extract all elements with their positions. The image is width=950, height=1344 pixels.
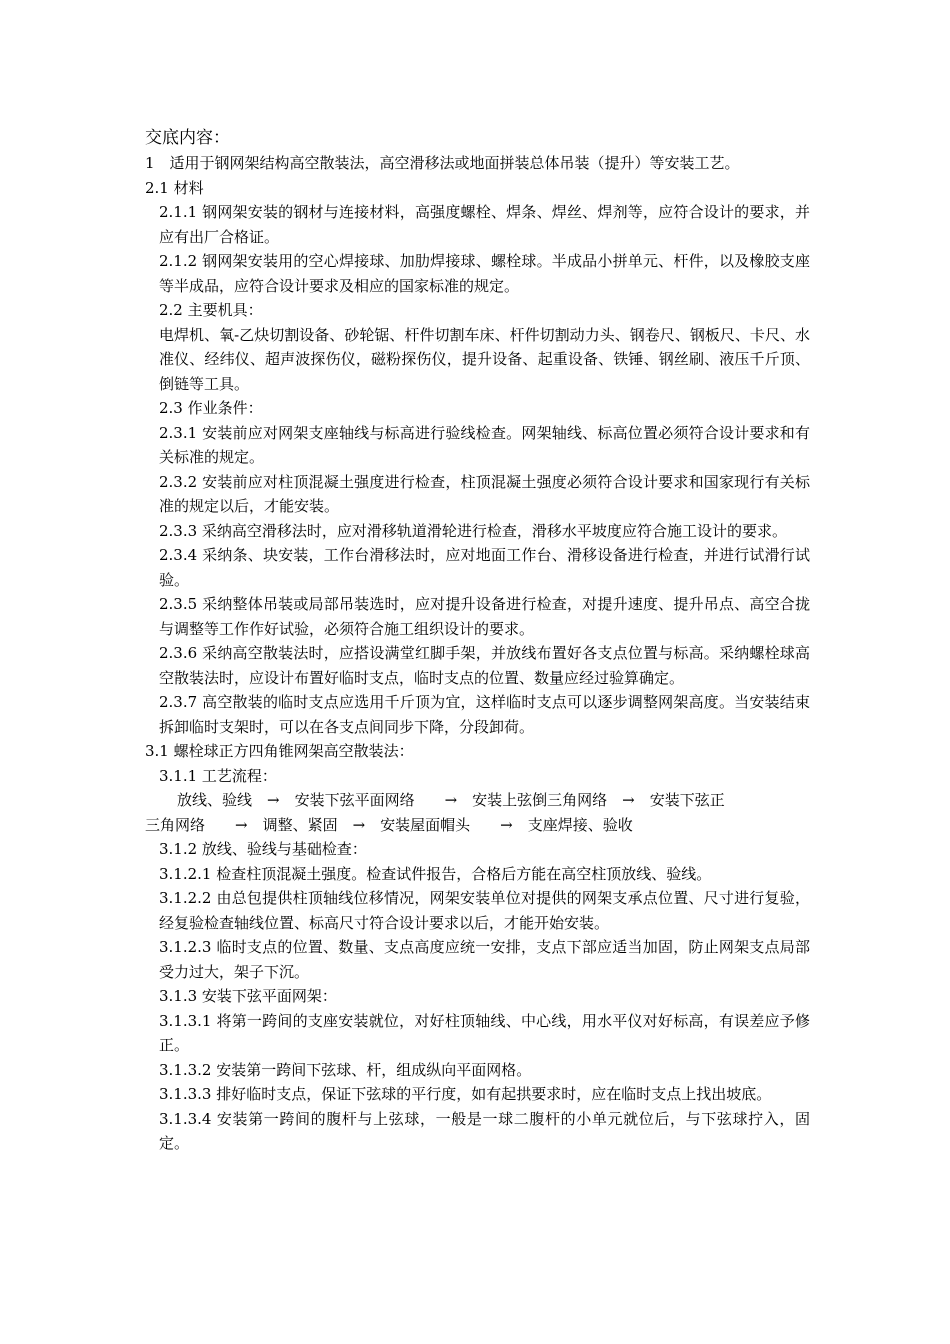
paragraph-2-3-6: 2.3.6 采纳高空散装法时，应搭设满堂红脚手架，并放线布置好各支点位置与标高。采纳螺栓球高空散装法时，应设计布置好临时支点，临时支点的位置、数量应经过验算确定。 xyxy=(159,644,810,687)
document-heading: 交底内容： xyxy=(145,128,230,148)
paragraph-equipment-list: 电焊机、氧-乙炔切割设备、砂轮锯、杆件切割车床、杆件切割动力头、钢卷尺、钢板尺、卡尺、水准仪、经纬仪、超声波探伤仪，磁粉探伤仪，提升设备、起重设备、铁锤、钢丝刷、液压千斤顶、倒链等工具。 xyxy=(159,325,810,393)
paragraph-3-1-3-1: 3.1.3.1 将第一跨间的支座安装就位，对好柱顶轴线、中心线，用水平仪对好标高，有误差应予修正。 xyxy=(159,1011,810,1054)
document-body xyxy=(145,125,810,1156)
paragraph-2-3-4: 2.3.4 采纳条、块安装，工作台滑移法时，应对地面工作台、滑移设备进行检查，并进行试滑行试验。 xyxy=(159,546,810,589)
section-3-1-3-heading: 3.1.3 安装下弦平面网架： xyxy=(159,987,337,1005)
section-2-3-heading: 2.3 作业条件： xyxy=(159,399,263,417)
paragraph-2-1-1: 2.1.1 钢网架安装的钢材与连接材料，高强度螺栓、焊条、焊丝、焊剂等，应符合设计的要求，并应有出厂合格证。 xyxy=(159,203,810,246)
paragraph-2-3-2: 2.3.2 安装前应对柱顶混凝土强度进行检查，柱顶混凝土强度必须符合设计要求和国家现行有关标准的规定以后，才能安装。 xyxy=(159,472,810,515)
section-2-1-heading: 2.1 材料 xyxy=(145,178,204,197)
section-3-1-2-heading: 3.1.2 放线、验线与基础检查： xyxy=(159,840,367,858)
process-flow-line-1: 放线、验线 → 安装下弦平面网络 → 安装上弦倒三角网络 → 安装下弦正 xyxy=(177,791,725,809)
paragraph-3-1-2-3: 3.1.2.3 临时支点的位置、数量、支点高度应统一安排，支点下部应适当加固，防止网架支点局部受力过大，架子下沉。 xyxy=(159,938,810,981)
paragraph-2-3-3: 2.3.3 采纳高空滑移法时，应对滑移轨道滑轮进行检查，滑移水平坡度应符合施工设计的要求。 xyxy=(159,521,787,540)
paragraph-2-3-1: 2.3.1 安装前应对网架支座轴线与标高进行验线检查。网架轴线、标高位置必须符合设计要求和有关标准的规定。 xyxy=(159,423,810,466)
paragraph-3-1-3-3: 3.1.3.3 排好临时支点，保证下弦球的平行度，如有起拱要求时，应在临时支点上找出坡底。 xyxy=(159,1085,772,1103)
section-2-2-heading: 2.2 主要机具： xyxy=(159,301,263,319)
paragraph-3-1-2-1: 3.1.2.1 检查柱顶混凝土强度。检查试件报告，合格后方能在高空柱顶放线、验线。 xyxy=(159,864,712,883)
paragraph-3-1-2-2: 3.1.2.2 由总包提供柱顶轴线位移情况，网架安装单位对提供的网架支承点位置、尺寸进行复验，经复验检查轴线位置、标高尺寸符合设计要求以后，才能开始安装。 xyxy=(159,889,810,932)
process-flow-line-2: 三角网络 → 调整、紧固 → 安装屋面帽头 → 支座焊接、验收 xyxy=(145,815,633,834)
paragraph-2-3-5: 2.3.5 采纳整体吊装或局部吊装选时，应对提升设备进行检查，对提升速度、提升吊点、高空合拢与调整等工作作好试验，必须符合施工组织设计的要求。 xyxy=(159,595,810,638)
section-3-1-1-heading: 3.1.1 工艺流程： xyxy=(159,766,277,785)
paragraph-3-1-3-4: 3.1.3.4 安装第一跨间的腹杆与上弦球，一般是一球二腹杆的小单元就位后，与下弦球拧入，固定。 xyxy=(159,1109,810,1152)
paragraph-2-1-2: 2.1.2 钢网架安装用的空心焊接球、加肋焊接球、螺栓球。半成品小拼单元、杆件，以及橡胶支座等半成品，应符合设计要求及相应的国家标准的规定。 xyxy=(159,252,810,295)
paragraph-3-1-3-2: 3.1.3.2 安装第一跨间下弦球、杆，组成纵向平面网格。 xyxy=(159,1060,532,1079)
section-3-1-heading: 3.1 螺栓球正方四角锥网架高空散装法： xyxy=(145,742,414,760)
paragraph-2-3-7: 2.3.7 高空散装的临时支点应选用千斤顶为宜，这样临时支点可以逐步调整网架高度。当安装结束拆卸临时支架时，可以在各支点间同步下降，分段卸荷。 xyxy=(159,693,810,736)
paragraph-1: 1 适用于钢网架结构高空散装法，高空滑移法或地面拼装总体吊装（提升）等安装工艺。 xyxy=(145,154,740,172)
